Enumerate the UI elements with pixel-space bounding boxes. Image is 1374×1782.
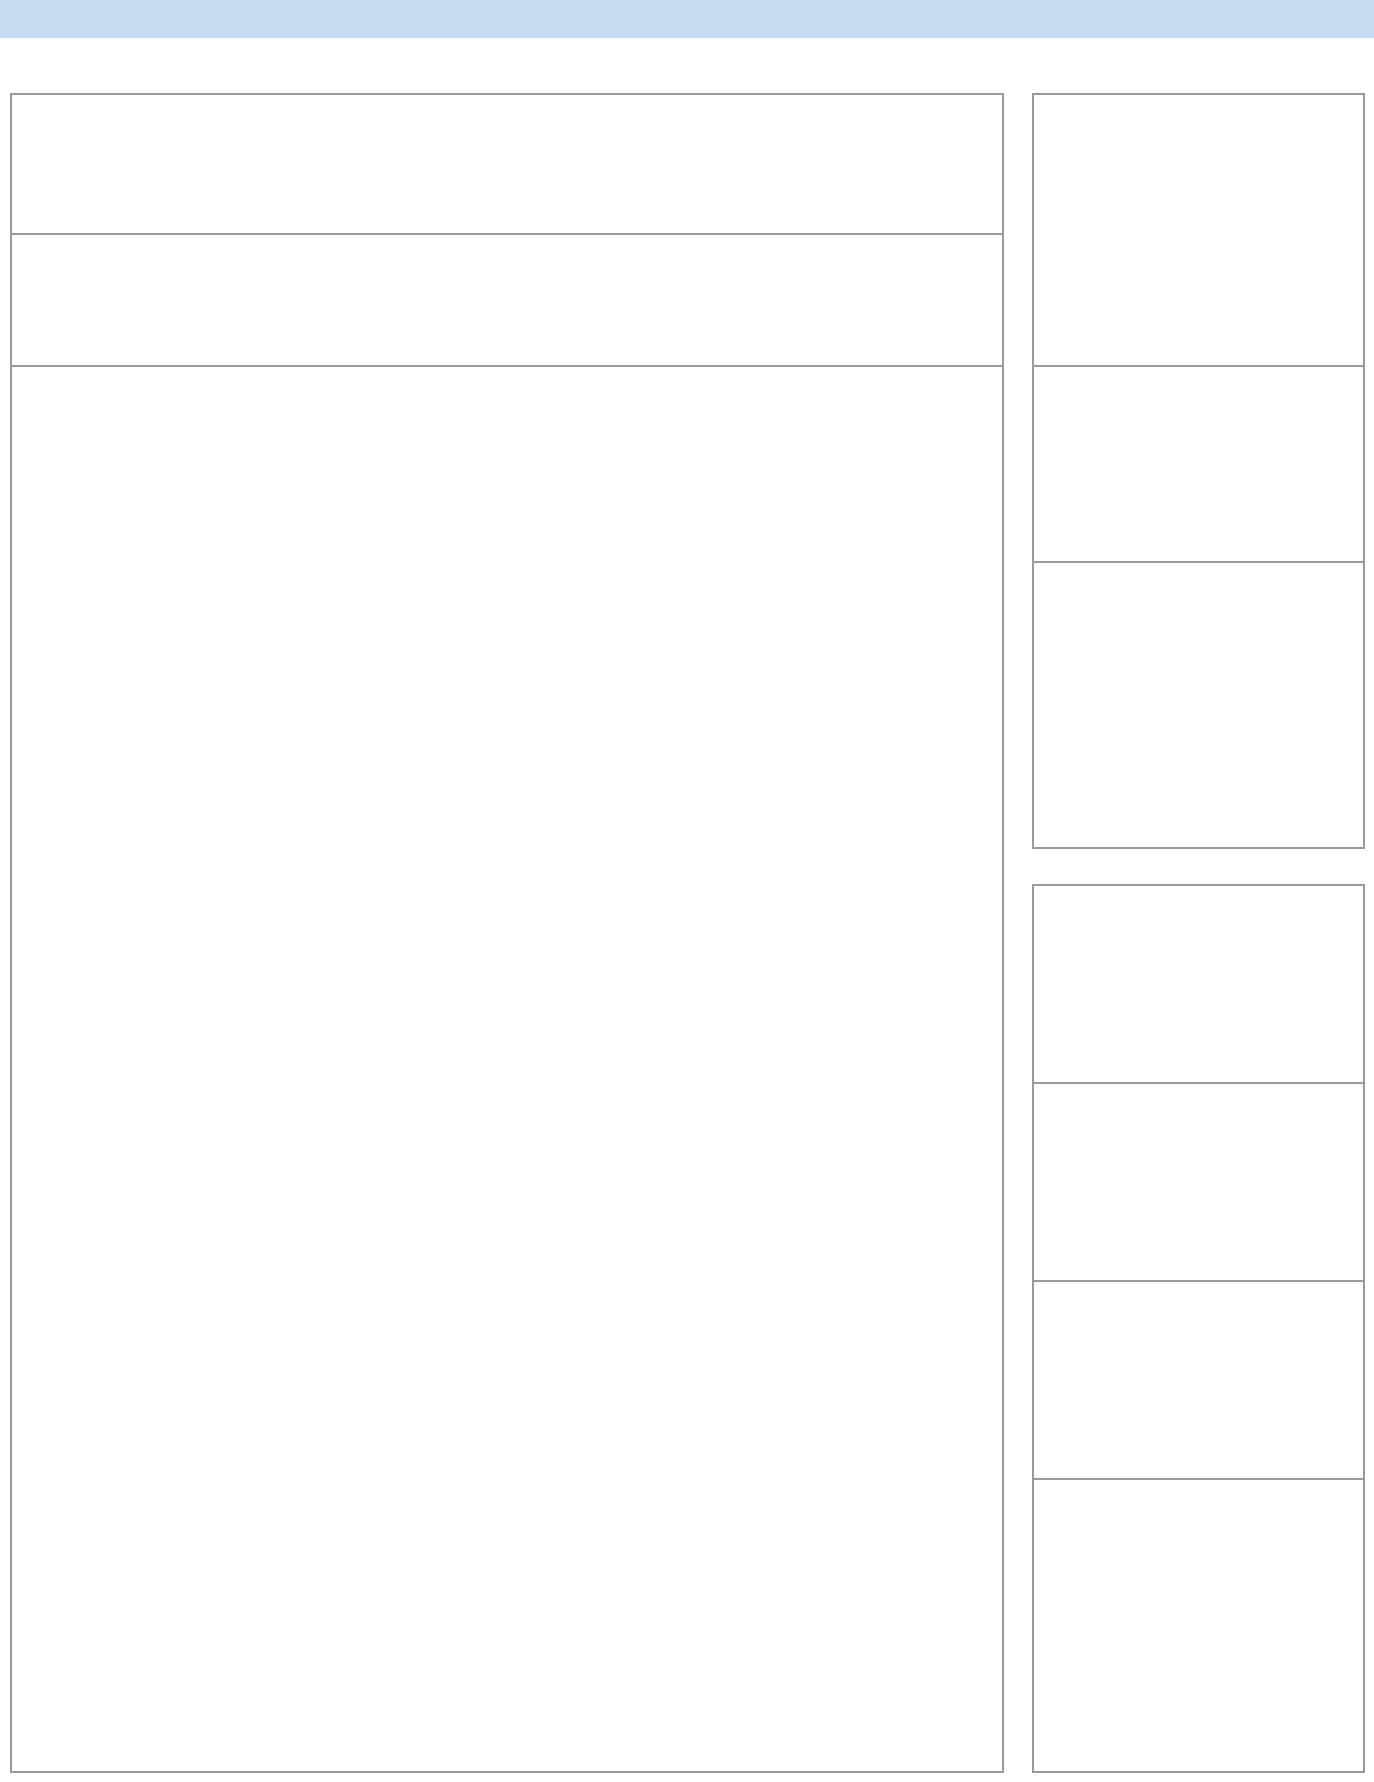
group-0406-diagrams — [1034, 367, 1364, 561]
section-header — [0, 0, 1374, 38]
main-symbol-table — [10, 93, 1004, 1773]
side-table-bottom — [1032, 884, 1365, 1773]
detent-actuator-diagrams — [12, 235, 1002, 365]
side-bottom-group-0406 — [1034, 1282, 1363, 1480]
group-0203-diagrams — [1034, 95, 1364, 365]
detent-section — [12, 235, 1002, 367]
group-0406-diagrams — [1034, 1282, 1364, 1478]
side-top-group-0203 — [1034, 95, 1363, 367]
side-bottom-group-02 — [1034, 886, 1363, 1084]
spring-return-actuator-diagrams — [12, 95, 1002, 233]
spring-return-section — [12, 95, 1002, 235]
group-03-diagrams — [1034, 1084, 1364, 1280]
group-02-diagrams — [1034, 886, 1364, 1082]
side-top-group-0406 — [1034, 367, 1363, 563]
side-table-top — [1032, 93, 1365, 849]
side-bottom-group-03 — [1034, 1084, 1363, 1282]
